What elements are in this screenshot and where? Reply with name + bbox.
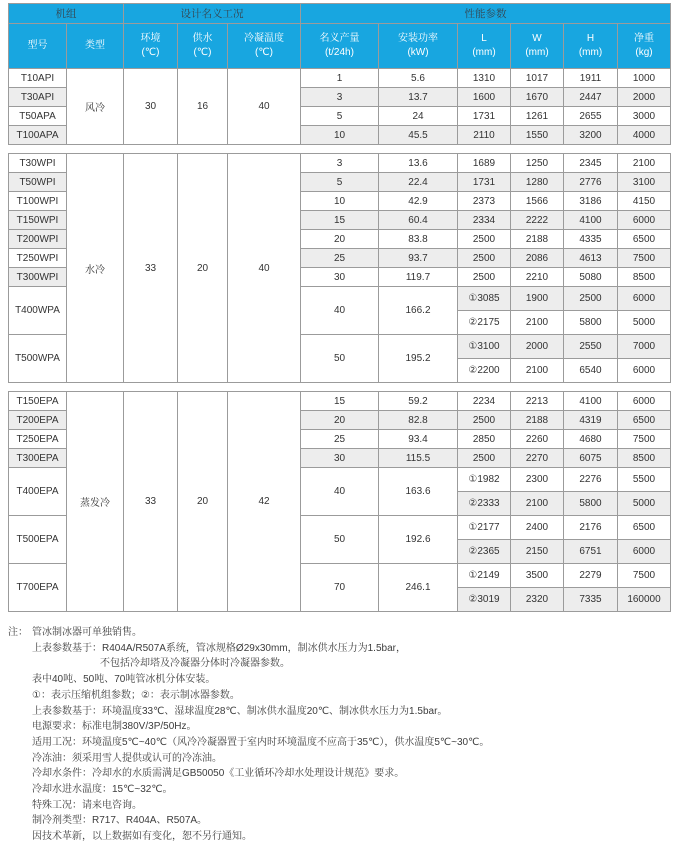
- model-cell: T300WPI: [9, 268, 67, 287]
- capacity-cell: 3: [301, 88, 379, 107]
- power-cell: 5.6: [379, 69, 458, 88]
- height-cell: 4100: [564, 211, 618, 230]
- length-cell: ②2175: [458, 311, 511, 335]
- note-line: 上表参数基于：环境温度33℃、湿球温度28℃、制冰供水温度20℃、制冰供水压力为1.5bar。: [32, 705, 448, 717]
- net-weight-cell: 5000: [618, 311, 671, 335]
- length-cell: ①2149: [458, 564, 511, 588]
- capacity-cell: 10: [301, 192, 379, 211]
- model-cell: T500WPA: [9, 335, 67, 383]
- length-cell: 1689: [458, 154, 511, 173]
- note-line: ①：表示压缩机组参数；②：表示制冰器参数。: [32, 689, 240, 701]
- note-line: 制冷剂类型：R717、R404A、R507A。: [32, 815, 208, 827]
- length-cell: 2500: [458, 411, 511, 430]
- supply-water-temp-cell: 20: [178, 392, 228, 612]
- width-cell: 2100: [511, 359, 564, 383]
- model-cell: T150WPI: [9, 211, 67, 230]
- width-cell: 2188: [511, 230, 564, 249]
- net-weight-cell: 7500: [618, 564, 671, 588]
- length-cell: ②2333: [458, 492, 511, 516]
- capacity-cell: 3: [301, 154, 379, 173]
- net-weight-cell: 6000: [618, 392, 671, 411]
- power-cell: 59.2: [379, 392, 458, 411]
- model-cell: T30API: [9, 88, 67, 107]
- supply-water-temp-cell: 20: [178, 154, 228, 383]
- model-cell: T400WPA: [9, 287, 67, 335]
- note-line: 冷却水条件：冷却水的水质需满足GB50050《工业循环冷却水处理设计规范》要求。: [32, 768, 405, 780]
- model-cell: T700EPA: [9, 564, 67, 612]
- net-weight-cell: 3000: [618, 107, 671, 126]
- net-weight-cell: 160000: [618, 588, 671, 612]
- height-cell: 3186: [564, 192, 618, 211]
- net-weight-cell: 6500: [618, 411, 671, 430]
- net-weight-cell: 6000: [618, 211, 671, 230]
- model-cell: T500EPA: [9, 516, 67, 564]
- height-cell: 2279: [564, 564, 618, 588]
- net-weight-cell: 4150: [618, 192, 671, 211]
- length-cell: 2850: [458, 430, 511, 449]
- note-line: 因技术革新，以上数据如有变化，恕不另行通知。: [32, 831, 252, 843]
- model-cell: T200EPA: [9, 411, 67, 430]
- type-cell: 蒸发冷: [67, 392, 124, 612]
- net-weight-cell: 8500: [618, 449, 671, 468]
- length-cell: 2373: [458, 192, 511, 211]
- net-weight-cell: 6000: [618, 359, 671, 383]
- net-weight-cell: 6500: [618, 230, 671, 249]
- width-cell: 1250: [511, 154, 564, 173]
- capacity-cell: 50: [301, 335, 379, 383]
- power-cell: 166.2: [379, 287, 458, 335]
- type-cell: 水冷: [67, 154, 124, 383]
- height-cell: 2550: [564, 335, 618, 359]
- height-cell: 5800: [564, 311, 618, 335]
- ambient-temp-cell: 33: [124, 392, 178, 612]
- model-cell: T50APA: [9, 107, 67, 126]
- height-cell: 6075: [564, 449, 618, 468]
- table-row: [9, 69, 671, 88]
- capacity-cell: 40: [301, 468, 379, 516]
- power-cell: 13.6: [379, 154, 458, 173]
- model-cell: T50WPI: [9, 173, 67, 192]
- width-cell: 2270: [511, 449, 564, 468]
- length-cell: 2234: [458, 392, 511, 411]
- note-line: 冷冻油：须采用雪人提供或认可的冷冻油。: [32, 752, 222, 764]
- width-cell: 1566: [511, 192, 564, 211]
- note-line: 管冰制冰器可单独销售。: [32, 627, 142, 638]
- column-header-supply-water: 供水 (℃): [178, 24, 228, 69]
- net-weight-cell: 7500: [618, 249, 671, 268]
- width-cell: 1280: [511, 173, 564, 192]
- note-line: 上表参数基于：R404A/R507A系统，管冰规格Ø29x30mm，制冰供水压力为1.5bar，: [32, 642, 406, 654]
- capacity-cell: 20: [301, 411, 379, 430]
- height-cell: 3200: [564, 126, 618, 145]
- width-cell: 1670: [511, 88, 564, 107]
- table-row: [9, 154, 671, 173]
- power-cell: 93.4: [379, 430, 458, 449]
- model-cell: T250EPA: [9, 430, 67, 449]
- length-cell: 1731: [458, 173, 511, 192]
- net-weight-cell: 2100: [618, 154, 671, 173]
- capacity-cell: 25: [301, 249, 379, 268]
- power-cell: 22.4: [379, 173, 458, 192]
- length-cell: ②2365: [458, 540, 511, 564]
- header-group-performance: 性能参数: [301, 4, 671, 24]
- width-cell: 1900: [511, 287, 564, 311]
- width-cell: 1261: [511, 107, 564, 126]
- note-line: 适用工况：环境温度5℃~40℃（风冷冷凝器置于室内时环境温度不应高于35℃），供水温度5℃~30℃。: [32, 736, 490, 748]
- power-cell: 45.5: [379, 126, 458, 145]
- width-cell: 2213: [511, 392, 564, 411]
- table-row: [9, 392, 671, 411]
- width-cell: 2260: [511, 430, 564, 449]
- condensing-temp-cell: 42: [228, 392, 301, 612]
- model-cell: T250WPI: [9, 249, 67, 268]
- type-cell: 风冷: [67, 69, 124, 145]
- net-weight-cell: 6000: [618, 540, 671, 564]
- width-cell: 2100: [511, 492, 564, 516]
- note-line: 电源要求：标准电制380V/3P/50Hz。: [32, 721, 197, 733]
- capacity-cell: 25: [301, 430, 379, 449]
- footnotes: [8, 625, 670, 845]
- notes-label: 注：: [8, 627, 28, 638]
- height-cell: 4100: [564, 392, 618, 411]
- length-cell: ①2177: [458, 516, 511, 540]
- header-group-unit: 机组: [9, 4, 124, 24]
- width-cell: 2320: [511, 588, 564, 612]
- net-weight-cell: 5000: [618, 492, 671, 516]
- supply-water-temp-cell: 16: [178, 69, 228, 145]
- column-header-net-weight: 净重 (kg): [618, 24, 671, 69]
- note-line: 表中40吨、50吨、70吨管冰机分体安装。: [32, 674, 216, 686]
- width-cell: 2150: [511, 540, 564, 564]
- length-cell: 1731: [458, 107, 511, 126]
- column-header-height: H (mm): [564, 24, 618, 69]
- height-cell: 2500: [564, 287, 618, 311]
- column-header-type: 类型: [67, 24, 124, 69]
- width-cell: 2300: [511, 468, 564, 492]
- power-cell: 24: [379, 107, 458, 126]
- note-line: 不包括冷却塔及冷凝器分体时冷凝器参数。: [100, 658, 290, 670]
- net-weight-cell: 7000: [618, 335, 671, 359]
- ambient-temp-cell: 30: [124, 69, 178, 145]
- condensing-temp-cell: 40: [228, 69, 301, 145]
- net-weight-cell: 6500: [618, 516, 671, 540]
- column-header-power: 安装功率 (kW): [379, 24, 458, 69]
- length-cell: ②3019: [458, 588, 511, 612]
- height-cell: 4680: [564, 430, 618, 449]
- model-cell: T200WPI: [9, 230, 67, 249]
- height-cell: 2655: [564, 107, 618, 126]
- length-cell: ①3100: [458, 335, 511, 359]
- spec-table-water-cooled: [8, 153, 671, 383]
- net-weight-cell: 5500: [618, 468, 671, 492]
- note-line: 冷却水进水温度：15℃~32℃。: [32, 784, 173, 796]
- capacity-cell: 40: [301, 287, 379, 335]
- column-header-ambient: 环境 (℃): [124, 24, 178, 69]
- section-body-evaporative-cooled: [9, 392, 671, 612]
- column-header-capacity: 名义产量 (t/24h): [301, 24, 379, 69]
- section-body-air-cooled: [9, 69, 671, 145]
- length-cell: 2500: [458, 449, 511, 468]
- height-cell: 2447: [564, 88, 618, 107]
- power-cell: 195.2: [379, 335, 458, 383]
- height-cell: 6540: [564, 359, 618, 383]
- length-cell: ①1982: [458, 468, 511, 492]
- power-cell: 42.9: [379, 192, 458, 211]
- power-cell: 246.1: [379, 564, 458, 612]
- model-cell: T300EPA: [9, 449, 67, 468]
- length-cell: 2500: [458, 249, 511, 268]
- width-cell: 2086: [511, 249, 564, 268]
- height-cell: 1911: [564, 69, 618, 88]
- width-cell: 1550: [511, 126, 564, 145]
- height-cell: 4613: [564, 249, 618, 268]
- width-cell: 2100: [511, 311, 564, 335]
- capacity-cell: 10: [301, 126, 379, 145]
- capacity-cell: 30: [301, 268, 379, 287]
- net-weight-cell: 1000: [618, 69, 671, 88]
- model-cell: T100APA: [9, 126, 67, 145]
- height-cell: 6751: [564, 540, 618, 564]
- height-cell: 2776: [564, 173, 618, 192]
- capacity-cell: 5: [301, 173, 379, 192]
- length-cell: 1600: [458, 88, 511, 107]
- width-cell: 1017: [511, 69, 564, 88]
- header-group-design-conditions: 设计名义工况: [124, 4, 301, 24]
- capacity-cell: 15: [301, 392, 379, 411]
- length-cell: ②2200: [458, 359, 511, 383]
- length-cell: ①3085: [458, 287, 511, 311]
- header-group-row: [9, 4, 671, 24]
- power-cell: 83.8: [379, 230, 458, 249]
- note-line: 特殊工况：请来电咨询。: [32, 799, 142, 811]
- capacity-cell: 30: [301, 449, 379, 468]
- power-cell: 93.7: [379, 249, 458, 268]
- net-weight-cell: 6000: [618, 287, 671, 311]
- height-cell: 4335: [564, 230, 618, 249]
- power-cell: 163.6: [379, 468, 458, 516]
- power-cell: 119.7: [379, 268, 458, 287]
- column-header-model: 型号: [9, 24, 67, 69]
- power-cell: 192.6: [379, 516, 458, 564]
- capacity-cell: 70: [301, 564, 379, 612]
- width-cell: 2000: [511, 335, 564, 359]
- width-cell: 2188: [511, 411, 564, 430]
- power-cell: 82.8: [379, 411, 458, 430]
- net-weight-cell: 7500: [618, 430, 671, 449]
- power-cell: 115.5: [379, 449, 458, 468]
- model-cell: T10API: [9, 69, 67, 88]
- width-cell: 2210: [511, 268, 564, 287]
- power-cell: 13.7: [379, 88, 458, 107]
- capacity-cell: 1: [301, 69, 379, 88]
- spec-table-evaporative-cooled: [8, 391, 671, 612]
- section-body-water-cooled: [9, 154, 671, 383]
- length-cell: 2500: [458, 230, 511, 249]
- net-weight-cell: 8500: [618, 268, 671, 287]
- width-cell: 2400: [511, 516, 564, 540]
- model-cell: T150EPA: [9, 392, 67, 411]
- height-cell: 2176: [564, 516, 618, 540]
- capacity-cell: 50: [301, 516, 379, 564]
- model-cell: T30WPI: [9, 154, 67, 173]
- capacity-cell: 15: [301, 211, 379, 230]
- column-header-condensing-temp: 冷凝温度 (℃): [228, 24, 301, 69]
- model-cell: T100WPI: [9, 192, 67, 211]
- length-cell: 2500: [458, 268, 511, 287]
- height-cell: 5800: [564, 492, 618, 516]
- width-cell: 3500: [511, 564, 564, 588]
- net-weight-cell: 2000: [618, 88, 671, 107]
- column-header-width: W (mm): [511, 24, 564, 69]
- height-cell: 2345: [564, 154, 618, 173]
- height-cell: 4319: [564, 411, 618, 430]
- net-weight-cell: 4000: [618, 126, 671, 145]
- ambient-temp-cell: 33: [124, 154, 178, 383]
- length-cell: 1310: [458, 69, 511, 88]
- header-column-row: [9, 24, 671, 69]
- capacity-cell: 20: [301, 230, 379, 249]
- height-cell: 2276: [564, 468, 618, 492]
- length-cell: 2110: [458, 126, 511, 145]
- spec-table-header: [9, 4, 671, 69]
- condensing-temp-cell: 40: [228, 154, 301, 383]
- capacity-cell: 5: [301, 107, 379, 126]
- spec-table-air-cooled: [8, 3, 671, 145]
- column-header-length: L (mm): [458, 24, 511, 69]
- power-cell: 60.4: [379, 211, 458, 230]
- net-weight-cell: 3100: [618, 173, 671, 192]
- width-cell: 2222: [511, 211, 564, 230]
- model-cell: T400EPA: [9, 468, 67, 516]
- height-cell: 7335: [564, 588, 618, 612]
- height-cell: 5080: [564, 268, 618, 287]
- length-cell: 2334: [458, 211, 511, 230]
